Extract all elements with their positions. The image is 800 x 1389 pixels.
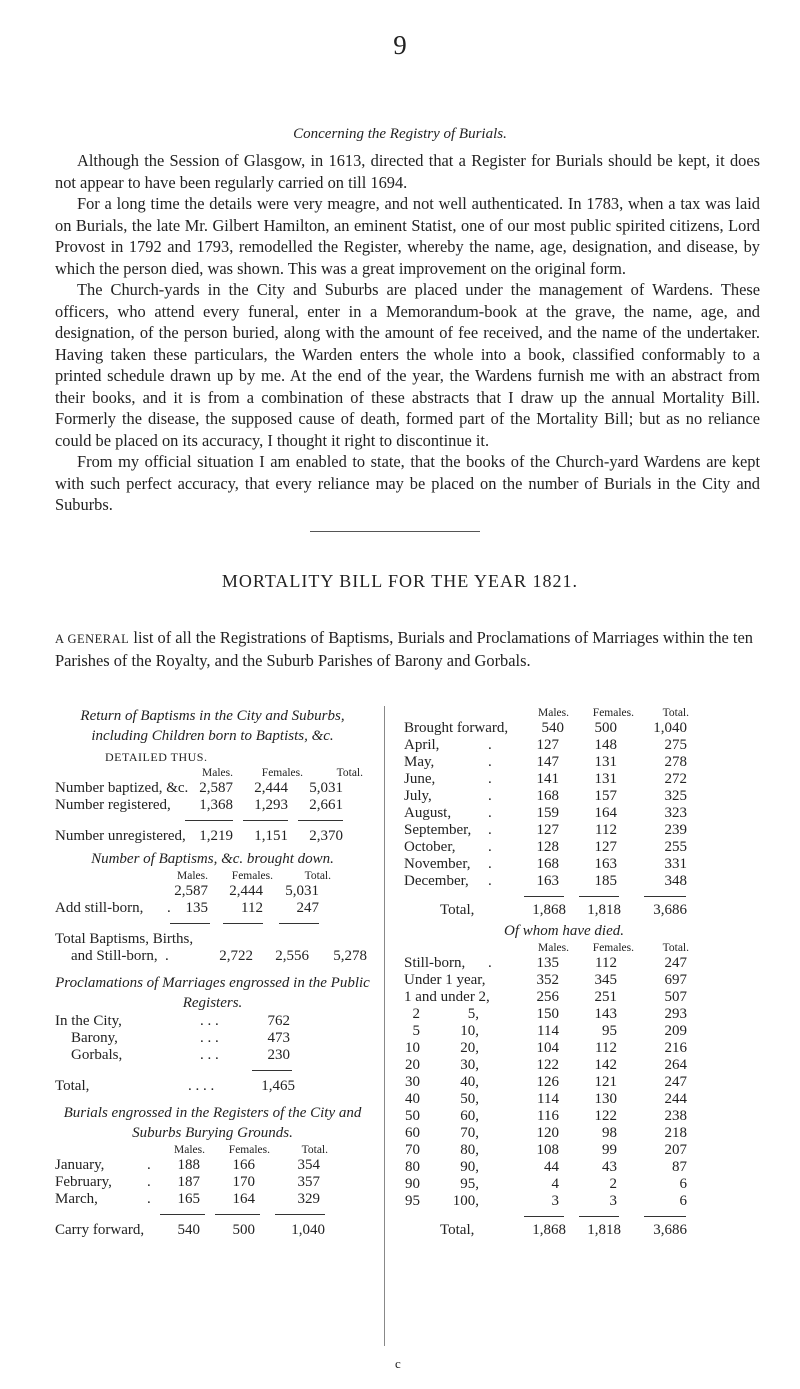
table-row: Still-born, . 135 112 247 — [404, 955, 687, 971]
table-row: May, . 147 131 278 — [404, 754, 687, 770]
signature-mark: c — [395, 1356, 401, 1371]
table-row: 2 5, 150 143 293 — [412, 1006, 687, 1022]
table-row: Number registered, 1,368 1,293 2,661 — [55, 797, 343, 813]
paragraph: Although the Session of Glasgow, in 1613, directed that a Register for Burials should be kept, it does not appear to have been regularly carried on till 1694. — [55, 151, 760, 192]
table-row: November, . 168 163 331 — [404, 856, 687, 872]
column-header-row: Males. Females. Total. — [177, 870, 331, 882]
column-header-row — [55, 766, 370, 780]
table-row: In the City, . . . 762 — [55, 1013, 290, 1029]
table-row: Add still-born, . 135 112 247 — [55, 900, 319, 916]
table-row: 90 95, 4 2 6 — [405, 1176, 687, 1192]
table-row: June, . 141 131 272 — [404, 771, 687, 787]
column-header-row: Males. Females. Total. — [174, 1144, 328, 1156]
table-row: January, . 188 166 354 — [55, 1157, 320, 1173]
page-number: 9 — [393, 30, 407, 60]
col-total: Total. — [336, 767, 363, 779]
table-row: 40 50, 114 130 244 — [405, 1091, 687, 1107]
table-row: 10 20, 104 112 216 — [405, 1040, 687, 1056]
column-header-row: Males. Females. Total. — [538, 707, 689, 719]
table-row: March, . 165 164 329 — [55, 1191, 320, 1207]
table-row: Total Baptisms, Births, — [55, 931, 194, 947]
table-row: Total, . . . . 1,465 — [55, 1078, 295, 1094]
col-females: Females. — [261, 767, 303, 779]
table-row: 2,587 2,444 5,031 — [174, 883, 319, 899]
table-row: April, . 127 148 275 — [404, 737, 687, 753]
body-text — [55, 150, 760, 516]
table-row: Gorbals, . . . 230 — [71, 1047, 290, 1063]
table-row: Brought forward, 540 500 1,040 — [404, 720, 687, 736]
column-divider — [384, 706, 385, 1346]
right-column — [404, 706, 724, 1239]
table-row: July, . 168 157 325 — [404, 788, 687, 804]
table-row: Carry forward, 540 500 1,040 — [55, 1222, 325, 1238]
table-row: Number unregistered, 1,219 1,151 2,370 — [55, 828, 343, 844]
table-row: 95 100, 3 3 6 — [405, 1193, 687, 1209]
intro-text — [55, 627, 760, 672]
col-males: Males. — [202, 767, 233, 779]
table-row: Barony, . . . 473 — [71, 1030, 290, 1046]
table-row: 5 10, 114 95 209 — [412, 1023, 687, 1039]
left-column — [55, 706, 370, 1239]
table-row: December, . 163 185 348 — [404, 873, 687, 889]
paragraph: From my official situation I am enabled to state, that the books of the Church-yard Wardens are kept with such perfect accuracy, that every reliance may be placed on the number of Burials in the City and Suburbs. — [55, 452, 760, 514]
baptisms-heading: Return of Baptisms in the City and Suburbs, including Children born to Baptists, &c. — [80, 708, 345, 744]
table-row: September, . 127 112 239 — [404, 822, 687, 838]
table-row: Under 1 year, 352 345 697 — [404, 972, 687, 988]
column-header-row: Males. Females. Total. — [538, 942, 689, 954]
table-row: Total, 1,868 1,818 3,686 — [440, 1222, 687, 1238]
divider — [310, 531, 480, 532]
proclamations-heading: Proclamations of Marriages engrossed in the Public Registers. — [55, 975, 370, 1011]
table-row: Total, 1,868 1,818 3,686 — [440, 902, 687, 918]
table-row: 50 60, 116 122 238 — [405, 1108, 687, 1124]
table-row: 20 30, 122 142 264 — [405, 1057, 687, 1073]
ages-heading: Of whom have died. — [504, 923, 624, 939]
table-row: 70 80, 108 99 207 — [405, 1142, 687, 1158]
table-row: Number baptized, &c. 2,587 2,444 5,031 — [55, 780, 343, 796]
table-row: 60 70, 120 98 218 — [405, 1125, 687, 1141]
paragraph: For a long time the details were very meagre, and not well authenticated. In 1783, when a tax was laid on Burials, the late Mr. Gilbert Hamilton, an eminent Statist, one of our most public spirited citizens, Lord Provost in 1792 and 1793, remodelled the Register, whereby the name, age, designation, and disease, by which the person died, was shown. This was a great improvement on the original form. — [55, 194, 760, 278]
table-row: 1 and under 2, 256 251 507 — [404, 989, 687, 1005]
bill-title: MORTALITY BILL FOR THE YEAR 1821. — [221, 571, 579, 591]
burials-heading: Burials engrossed in the Registers of the City and Suburbs Burying Grounds. — [63, 1105, 362, 1141]
table-row: February, . 187 170 357 — [55, 1174, 320, 1190]
table-row: October, . 128 127 255 — [404, 839, 687, 855]
section-heading: Concerning the Registry of Burials. — [293, 126, 507, 142]
table-row: August, . 159 164 323 — [404, 805, 687, 821]
table-row: and Still-born, . 2,722 2,556 5,278 — [71, 948, 367, 964]
intro-rest: list of all the Registrations of Baptisms, Burials and Proclamations of Marriages within the ten Parishes of the Royalty, and the Suburb Parishes of Barony and Gorbals. — [55, 628, 753, 670]
brought-down-heading: Number of Baptisms, &c. brought down. — [91, 851, 334, 867]
paragraph: The Church-yards in the City and Suburbs are placed under the management of Wardens. These officers, who attend every funeral, enter in a Memorandum-book at the grave, the name, age, and designation, of the person buried, along with the amount of fee received, and the name of the undertaker. Having taken these particulars, the Warden enters the whole into a book, classified conformably to a printed schedule drawn up by me. At the end of the year, the Wardens furnish me with an abstract from their books, and it is from a combination of these abstracts that I draw up the annual Mortality Bill. Formerly the disease, the supposed cause of death, formed part of the Mortality Bill; but as no reliance could be placed on its accuracy, I thought it right to discontinue it. — [55, 280, 760, 450]
table-row: 30 40, 126 121 247 — [405, 1074, 687, 1090]
table-row: 80 90, 44 43 87 — [405, 1159, 687, 1175]
detailed-label: DETAILED THUS. — [105, 750, 208, 764]
intro-smallcaps: A GENERAL — [55, 632, 130, 646]
